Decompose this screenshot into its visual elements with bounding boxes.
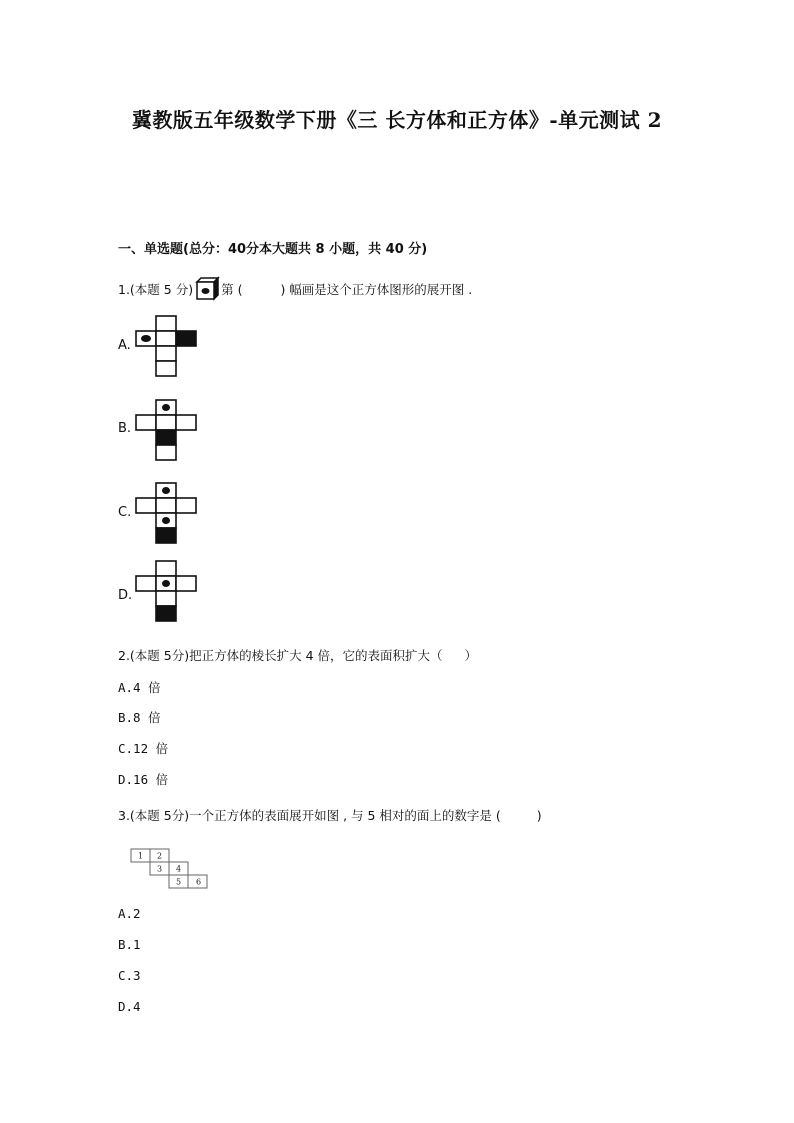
net-label-3: 3 [157,864,163,874]
question-2 [118,646,477,664]
cube-figure-icon [195,276,219,300]
q1-option-d-label: D. [118,588,133,603]
q3-net-figure [130,848,214,892]
q2-option-d: D.16 倍 [118,772,169,787]
net-label-4: 4 [176,864,182,874]
q1-option-b-label: B. [118,421,132,436]
question-3-close: ) [536,808,542,823]
question-3-text: 3.(本题 5分)一个正方体的表面展开如图 , 与 5 相对的面上的数字是 ( [118,808,501,823]
q3-option-c: C.3 [118,968,141,983]
section-heading: 一、单选题(总分：40分本大题共 8 小题，共 40 分) [118,242,428,257]
net-label-5: 5 [176,877,182,887]
question-1-text-b: ) 幅画是这个正方体图形的展开图 . [280,282,473,297]
q3-option-b: B.1 [118,937,141,952]
q1-option-a-label: A. [118,338,131,353]
question-3 [118,806,542,824]
q2-option-b: B.8 倍 [118,710,161,725]
question-1-text-a: 第 ( [221,282,243,297]
net-label-1: 1 [138,851,144,861]
q3-option-a: A.2 [118,906,141,921]
question-1-prefix: 1.(本题 5 分) [118,282,194,297]
q1-option-b-net [135,399,201,463]
question-1 [118,276,472,300]
q1-option-a-net [135,315,201,377]
page-title: 冀教版五年级数学下册《三 长方体和正方体》-单元测试 2 [131,108,663,132]
question-2-text: 2.(本题 5分)把正方体的棱长扩大 4 倍，它的表面积扩大（ [118,648,443,663]
q1-option-c-net [135,482,201,546]
q2-option-a: A.4 倍 [118,680,161,695]
q3-option-d: D.4 [118,999,141,1014]
net-label-6: 6 [196,877,202,887]
question-2-close: ） [464,648,478,663]
q1-option-c-label: C. [118,505,132,520]
q1-option-d-net [135,560,201,624]
net-label-2: 2 [157,851,163,861]
q2-option-c: C.12 倍 [118,741,169,756]
